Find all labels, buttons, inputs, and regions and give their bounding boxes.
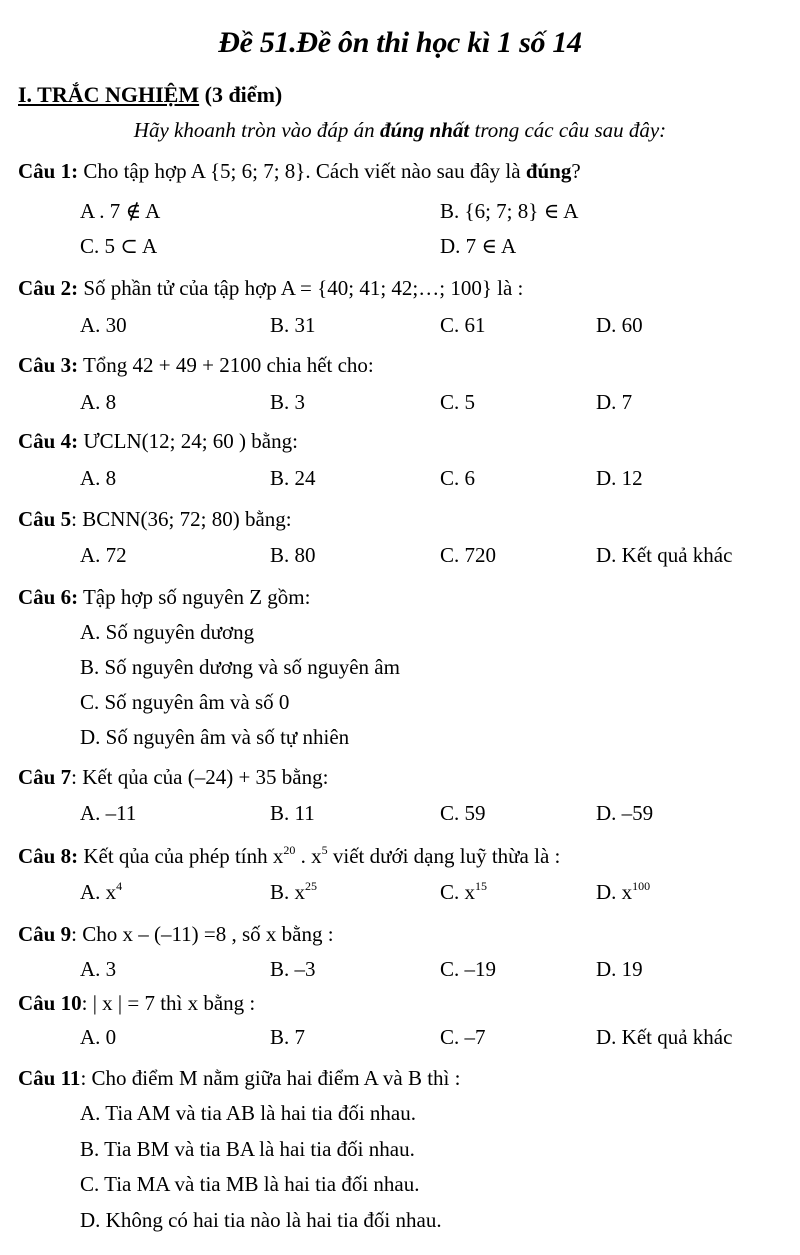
question-text: : Cho điểm M nằm giữa hai điểm A và B thì : [80, 1066, 461, 1090]
question-1 [18, 159, 581, 184]
q9-option-a[interactable]: A. 3 [80, 957, 117, 981]
q5-option-b[interactable]: B. 80 [270, 543, 316, 567]
q6-option-b[interactable]: B. Số nguyên dương và số nguyên âm [80, 655, 400, 679]
option-text: C. x [440, 880, 476, 904]
question-7 [18, 765, 328, 790]
question-text: : Kết qủa của (–24) + 35 bằng: [71, 765, 329, 789]
q6-option-a[interactable]: A. Số nguyên dương [80, 620, 255, 644]
question-text: ƯCLN(12; 24; 60 ) bằng: [78, 429, 298, 453]
question-6 [18, 585, 310, 610]
q9-option-b[interactable]: B. –3 [270, 957, 316, 981]
question-11 [18, 1066, 460, 1091]
q9-option-d[interactable]: D. 19 [596, 957, 643, 981]
question-label: Câu 2: [18, 276, 79, 300]
q11-option-b[interactable]: B. Tia BM và tia BA là hai tia đối nhau. [80, 1137, 415, 1161]
question-label: Câu 5 [18, 507, 72, 531]
section-points: (3 điểm) [199, 82, 283, 107]
q8-option-a[interactable] [80, 880, 122, 905]
question-text: : BCNN(36; 72; 80) bằng: [71, 507, 292, 531]
q7-option-a[interactable]: A. –11 [80, 801, 137, 825]
question-text: : | x | = 7 thì x bằng : [81, 991, 256, 1015]
question-8 [18, 844, 560, 869]
q11-option-c[interactable]: C. Tia MA và tia MB là hai tia đối nhau. [80, 1172, 420, 1196]
q2-option-b[interactable]: B. 31 [270, 313, 316, 337]
q1-option-b[interactable]: B. {6; 7; 8} ∈ A [440, 199, 579, 223]
q9-option-c[interactable]: C. –19 [440, 957, 497, 981]
section-title: I. TRẮC NGHIỆM [18, 82, 200, 107]
q8-option-b[interactable] [270, 880, 317, 905]
question-label: Câu 9 [18, 922, 72, 946]
instruction [0, 118, 800, 143]
option-text: D. x [596, 880, 633, 904]
question-label: Câu 3: [18, 353, 79, 377]
q4-option-d[interactable]: D. 12 [596, 466, 643, 490]
question-text: viết dưới dạng luỹ thừa là : [327, 844, 561, 868]
question-9 [18, 922, 334, 947]
q2-option-d[interactable]: D. 60 [596, 313, 643, 337]
option-text: A. x [80, 880, 117, 904]
q5-option-a[interactable]: A. 72 [80, 543, 127, 567]
exponent: 5 [321, 843, 328, 857]
q3-option-c[interactable]: C. 5 [440, 390, 476, 414]
question-10 [18, 991, 255, 1016]
q8-option-d[interactable] [596, 880, 650, 905]
question-label: Câu 8: [18, 844, 79, 868]
q7-option-b[interactable]: B. 11 [270, 801, 315, 825]
question-3 [18, 353, 374, 378]
q11-option-a[interactable]: A. Tia AM và tia AB là hai tia đối nhau. [80, 1101, 416, 1125]
question-4 [18, 429, 298, 454]
q3-option-d[interactable]: D. 7 [596, 390, 633, 414]
question-text: Kết qủa của phép tính x [78, 844, 284, 868]
q5-option-c[interactable]: C. 720 [440, 543, 497, 567]
question-text: Cho tập hợp A {5; 6; 7; 8}. Cách viết nào sau đây là [78, 159, 526, 183]
q10-option-a[interactable]: A. 0 [80, 1025, 117, 1049]
question-label: Câu 11 [18, 1066, 81, 1090]
q1-option-c[interactable]: C. 5 ⊂ A [80, 234, 158, 258]
question-label: Câu 1: [18, 159, 79, 183]
q3-option-b[interactable]: B. 3 [270, 390, 306, 414]
question-emphasis: đúng [525, 159, 572, 183]
question-label: Câu 7 [18, 765, 72, 789]
exponent: 15 [475, 879, 488, 893]
instruction-text: Hãy khoanh tròn vào đáp án [133, 118, 380, 142]
q4-option-a[interactable]: A. 8 [80, 466, 117, 490]
question-2 [18, 276, 523, 301]
instruction-emphasis: đúng nhất [379, 118, 470, 142]
exponent: 20 [283, 843, 296, 857]
section-heading [18, 82, 282, 108]
q2-option-c[interactable]: C. 61 [440, 313, 486, 337]
question-text: . x [295, 844, 322, 868]
question-text-end: ? [571, 159, 581, 183]
question-5 [18, 507, 292, 532]
question-text: Tổng 42 + 49 + 2100 chia hết cho: [78, 353, 374, 377]
option-text: B. x [270, 880, 306, 904]
q7-option-d[interactable]: D. –59 [596, 801, 654, 825]
q11-option-d[interactable]: D. Không có hai tia nào là hai tia đối nhau. [80, 1208, 442, 1232]
q8-option-c[interactable] [440, 880, 487, 905]
exponent: 25 [305, 879, 318, 893]
q7-option-c[interactable]: C. 59 [440, 801, 486, 825]
q6-option-c[interactable]: C. Số nguyên âm và số 0 [80, 690, 290, 714]
instruction-text-end: trong các câu sau đây: [469, 118, 667, 142]
q4-option-c[interactable]: C. 6 [440, 466, 476, 490]
q2-option-a[interactable]: A. 30 [80, 313, 127, 337]
q4-option-b[interactable]: B. 24 [270, 466, 316, 490]
question-label: Câu 6: [18, 585, 79, 609]
q5-option-d[interactable]: D. Kết quả khác [596, 543, 733, 567]
exponent: 4 [116, 879, 123, 893]
question-text: Tập hợp số nguyên Z gồm: [78, 585, 311, 609]
q3-option-a[interactable]: A. 8 [80, 390, 117, 414]
q1-option-a[interactable]: A . 7 ∉ A [80, 199, 161, 223]
q10-option-d[interactable]: D. Kết quả khác [596, 1025, 733, 1049]
q10-option-b[interactable]: B. 7 [270, 1025, 306, 1049]
question-text: : Cho x – (–11) =8 , số x bằng : [71, 922, 334, 946]
page-title: Đề 51.Đề ôn thi học kì 1 số 14 [218, 26, 582, 59]
q1-option-d[interactable]: D. 7 ∈ A [440, 234, 517, 258]
exponent: 100 [632, 879, 651, 893]
question-text: Số phần tử của tập hợp A = {40; 41; 42;…; 100} là : [78, 276, 524, 300]
q6-option-d[interactable]: D. Số nguyên âm và số tự nhiên [80, 725, 350, 749]
question-label: Câu 10 [18, 991, 82, 1015]
question-label: Câu 4: [18, 429, 79, 453]
q10-option-c[interactable]: C. –7 [440, 1025, 486, 1049]
